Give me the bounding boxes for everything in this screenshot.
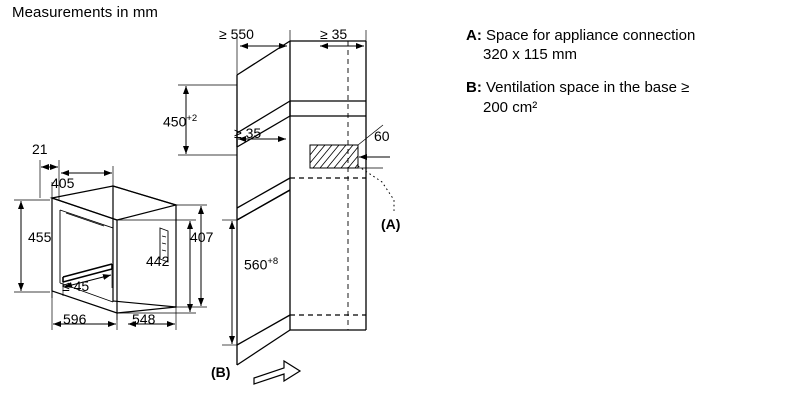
label-appliance-width: 596	[63, 311, 87, 327]
label-upper-height-value: 450	[163, 113, 187, 130]
label-appliance-height: 455	[28, 229, 52, 245]
label-connection-depth: 60	[374, 128, 390, 144]
label-niche-depth: ≥ 550	[219, 26, 254, 42]
appliance-dimension-arrows	[21, 167, 201, 324]
label-lower-height-tolerance: +8	[267, 256, 279, 267]
label-lower-height	[244, 256, 278, 273]
marker-b: (B)	[211, 364, 231, 380]
label-door-opening: ≤ 45	[62, 278, 90, 294]
ventilation-arrow-b	[254, 361, 300, 384]
label-appliance-depth: 548	[132, 311, 156, 327]
label-side-gap: ≥ 35	[320, 26, 348, 42]
appliance-dimension-helpers	[14, 160, 207, 330]
label-appliance-niche-height: 442	[146, 253, 170, 269]
cabinet-dimension-arrows	[186, 46, 390, 344]
cabinet-drawing	[237, 41, 366, 365]
legend-text-b-line2: 200 cm²	[483, 98, 538, 116]
legend-key-a: A:	[466, 27, 482, 44]
legend-text-a-line1: Space for appliance connection	[486, 27, 696, 44]
label-upper-height-tolerance: +2	[186, 113, 198, 124]
label-rear-gap: ≥ 35	[234, 125, 262, 141]
legend-key-b: B:	[466, 79, 482, 97]
label-lower-height-value: 560	[244, 256, 268, 273]
label-appliance-body-height: 407	[190, 229, 214, 245]
cabinet-dimension-helpers	[178, 30, 383, 345]
appliance-connection-zone	[310, 145, 394, 213]
legend-text-b-line1: Ventilation space in the base ≥	[486, 79, 690, 97]
marker-a: (A)	[381, 216, 401, 232]
label-appliance-inner-width: 405	[51, 175, 75, 191]
label-upper-height	[163, 113, 197, 130]
label-appliance-front-depth: 21	[32, 141, 48, 157]
page-title: Measurements in mm	[12, 4, 159, 21]
legend-text-a-line2: 320 x 115 mm	[483, 46, 577, 64]
